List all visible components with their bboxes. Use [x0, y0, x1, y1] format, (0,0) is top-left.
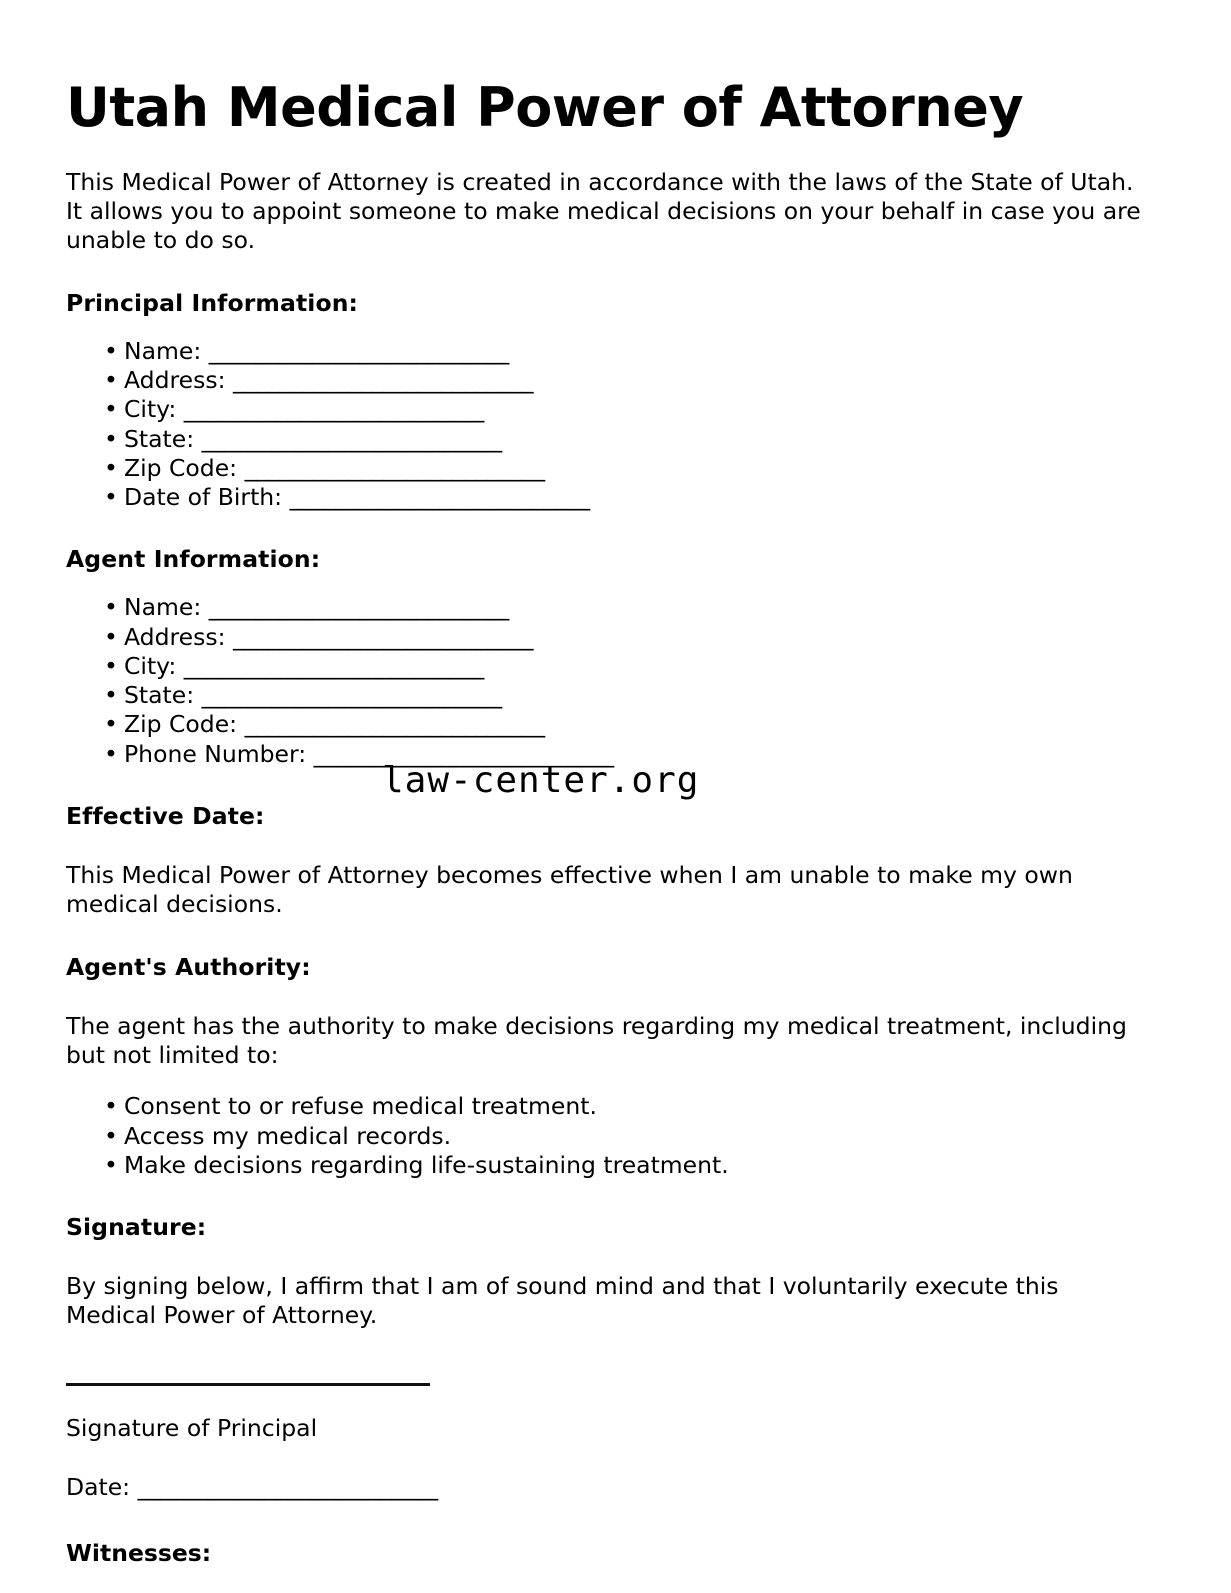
list-item: • Access my medical records.: [66, 1122, 1151, 1151]
field-blank[interactable]: __________________________: [233, 622, 534, 651]
signature-heading: Signature:: [66, 1213, 207, 1242]
effective-date-body: This Medical Power of Attorney becomes effective when I am unable to make my own medical decisions.: [66, 860, 1073, 919]
list-item: [66, 483, 1151, 512]
signature-date-row: [66, 1443, 1151, 1502]
field-blank[interactable]: __________________________: [244, 453, 545, 482]
principal-fields-list: [66, 317, 1151, 513]
signature-body: By signing below, I affirm that I am of sound mind and that I voluntarily execute this Medical Power of Attorney.: [66, 1272, 1059, 1330]
signature-caption: Signature of Principal: [66, 1413, 318, 1442]
witnesses-heading: Witnesses:: [66, 1538, 212, 1567]
principal-information-heading: Principal Information:: [66, 288, 359, 317]
field-blank[interactable]: __________________________: [233, 366, 534, 395]
list-item: • Make decisions regarding life-sustaining treatment.: [66, 1151, 1151, 1180]
agent-authority-body: The agent has the authority to make decisions regarding my medical treatment, including but not limited to:: [66, 1011, 1127, 1069]
field-label: Address:: [124, 366, 226, 395]
field-label: Address:: [124, 622, 226, 651]
field-label: Phone Number:: [124, 739, 307, 768]
field-label: Name:: [124, 593, 202, 622]
field-blank[interactable]: __________________________: [183, 651, 485, 680]
list-item: [66, 623, 1151, 652]
date-blank[interactable]: __________________________: [137, 1473, 438, 1502]
field-blank[interactable]: __________________________: [208, 593, 510, 622]
date-label: Date:: [66, 1473, 131, 1502]
field-blank[interactable]: __________________________: [313, 739, 614, 768]
agent-fields-list: [66, 573, 1151, 769]
agent-authority-heading: Agent's Authority:: [66, 952, 311, 981]
field-blank[interactable]: __________________________: [183, 395, 485, 424]
list-item: • Consent to or refuse medical treatment.: [66, 1092, 1151, 1121]
field-blank[interactable]: __________________________: [244, 710, 545, 739]
intro-paragraph: This Medical Power of Attorney is created in accordance with the laws of the State of Utah. It allows you to appoint someone to make medical decisions on your behalf in case you are unable to do so.: [66, 167, 1141, 255]
field-label: Date of Birth:: [124, 483, 283, 512]
list-item: [66, 652, 1151, 681]
list-item: [66, 395, 1151, 424]
signature-line-wrapper: [66, 1331, 1151, 1386]
field-label: State:: [124, 681, 195, 710]
field-blank[interactable]: __________________________: [201, 681, 502, 710]
agent-information-heading: Agent Information:: [66, 545, 321, 574]
list-item: [66, 337, 1151, 366]
field-label: Zip Code:: [124, 453, 238, 482]
agent-powers-list: [66, 1070, 1151, 1180]
field-label: Zip Code:: [124, 710, 238, 739]
list-item: [66, 681, 1151, 710]
field-blank[interactable]: __________________________: [289, 483, 590, 512]
effective-date-heading: Effective Date:: [66, 801, 265, 830]
field-label: State:: [124, 424, 195, 453]
field-label: City:: [124, 651, 177, 680]
site-watermark: law-center.org: [382, 760, 700, 801]
list-item: [66, 454, 1151, 483]
field-label: Name:: [124, 336, 202, 365]
page-title: Utah Medical Power of Attorney: [66, 76, 1024, 139]
list-item: [66, 593, 1151, 622]
field-label: City:: [124, 395, 177, 424]
field-blank[interactable]: __________________________: [201, 424, 502, 453]
list-item: [66, 366, 1151, 395]
list-item: [66, 425, 1151, 454]
field-blank[interactable]: __________________________: [208, 336, 510, 365]
list-item: [66, 710, 1151, 739]
